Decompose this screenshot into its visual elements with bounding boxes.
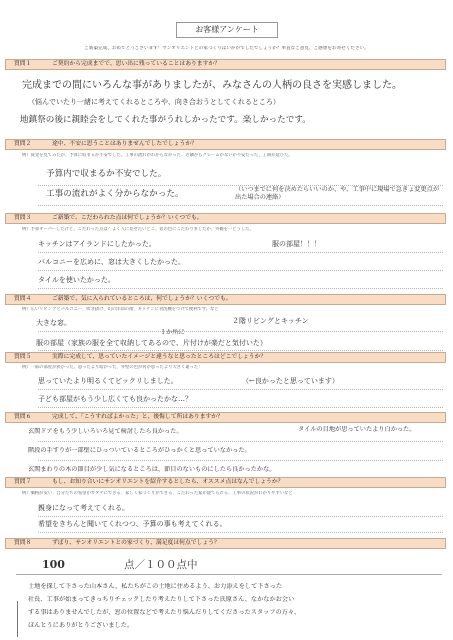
answer-rule <box>38 532 443 533</box>
closing-line: 土地を探して下さった山本さん、私たちがこの土地に住めるよう、お力添えをして下さった <box>28 583 283 590</box>
answer-line: 玄関まわりの木の節目が少し気になるところは、節目のないものにしたら良かったかな。 <box>28 466 276 473</box>
question-6-header <box>5 412 446 423</box>
example-text: 例）資金を見てみたが、予算に収まるか不安でした。工事の流れがわからなかった、近隣からクレームがないか不安だった、工期が延びた。 <box>22 153 293 158</box>
example-text: 例）価格が安い、自分たちの希望がカタチにできる、家しく家づくりができる、こだわった家が建てられる、工事の状況がわかりやすいなど <box>22 491 293 496</box>
question-text: ご新築で、こだわられた点は何でしょうか？いくつでも。 <box>52 215 203 221</box>
score-value: 100 <box>42 558 65 571</box>
question-number: 質問３ <box>14 215 32 221</box>
question-number: 質問８ <box>14 540 32 546</box>
question-text: もし、お知り合いにサンオリエントを紹介するとしたら、オススメ点はなんでしょうか？ <box>52 479 284 485</box>
question-number: 質問１ <box>14 61 32 67</box>
answer-line: （悩んでいたり一緒に考えてくれるところや、向き合おうとしてくれるところ） <box>28 98 280 106</box>
answer-line: バルコニーを広めに、窓は大きくしたかった。 <box>38 258 185 266</box>
answer-line: 子ども部屋がもう少し広くても良かったかな…？ <box>38 395 192 403</box>
answer-rule <box>38 205 443 206</box>
answer-rule <box>38 252 443 253</box>
example-text: 例）広いリビングとバルコニー、吹き抜け、幻の洋間の階、キッチンに食洗機をつけて便利です、など <box>22 307 219 312</box>
answer-rule <box>38 441 443 442</box>
question-5-header <box>5 352 446 363</box>
example-text: 例）予算オーバーしたけど、こだわった点は？よく人に見せたいとこ、窓の色にこだわりましたか、外観を一どうした。 <box>22 227 254 232</box>
question-number: 質問５ <box>14 354 32 360</box>
question-number: 質問７ <box>14 479 32 485</box>
answer-line: 服の部屋！！！ <box>272 240 321 248</box>
answer-line: キッチンはアイランドにしたかった。 <box>38 240 156 248</box>
answer-rule <box>38 270 443 271</box>
answer-note: （いつまでに何を決めたらいいのか、や、工事中に現場で急きょ変更点が出た場合の連絡） <box>235 186 440 201</box>
answer-rule <box>38 288 443 289</box>
answer-rule <box>38 407 443 408</box>
answer-line: （←良かったと思っています） <box>242 377 339 385</box>
score-label: 点／１００点中 <box>124 559 198 571</box>
closing-line: する事はありませんでしたが、窓の位置などで考えたり悩んだりしてくださったスタッフの方々、 <box>28 609 301 616</box>
question-number: 質問４ <box>14 296 32 302</box>
question-text: ご契約から完成までで、思い出に残っていることはありますか？ <box>52 61 220 67</box>
answer-line: 地鎮祭の後に親睦会をしてくれた事がうれしかったです。楽しかったです。 <box>20 115 311 125</box>
question-7-header <box>5 477 446 488</box>
question-text: 完成して、「こうすればよかった」と、後悔して所はありますか？ <box>52 414 223 420</box>
question-2-header <box>5 139 446 150</box>
question-8-header <box>5 538 446 549</box>
intro-text: ご新築完成、おめでとうございます！サンオリエントとの家づくりはいかがでしたでしょうか？率直なご意見、ご感想をお寄せください。 <box>84 46 369 51</box>
example-text: 例）一部の部屋が狭かった。思ったより暗かった、外壁の色が何か思ったより大きく違った！ <box>22 365 203 370</box>
satisfaction-score <box>16 558 442 575</box>
question-1-header <box>5 59 446 70</box>
question-number: 質問６ <box>14 414 32 420</box>
answer-line: 大きな窓。 <box>36 319 71 327</box>
closing-line: ほんとうにありがとうございました。 <box>28 622 134 629</box>
answer-rule <box>38 389 443 390</box>
closing-line: 社長、工事が始まってきっちりチェックしたり考えたりして下さった氏原さん、なかなかお会い <box>28 596 295 603</box>
answer-line: 希望をきちんと聞いてくれつつ、予算の事も考えてくれる。 <box>38 520 227 528</box>
question-number: 質問２ <box>14 141 32 147</box>
answer-line: 予算内で収まるか不安でした。 <box>46 169 167 179</box>
answer-rule <box>38 460 443 461</box>
bracket-mark <box>17 601 24 637</box>
answer-rule <box>38 350 443 351</box>
answer-line: 思っていたより明るくてビックリしました。 <box>38 377 178 385</box>
answer-line: 工事の流れがよく分からなかった。 <box>46 189 184 199</box>
answer-line: 階段の手すりが一部壁にひっついているところがひっかくと思っていなかった。 <box>28 447 251 454</box>
answer-line: 完成までの間にいろんな事がありましたが、みなさんの人柄の良さを実感しました。 <box>22 80 402 91</box>
answer-line: 親身になって考えてくれる。 <box>38 504 129 512</box>
answer-line: ２階リビングとキッチン <box>232 317 309 325</box>
survey-title: お客様アンケート <box>176 22 278 38</box>
answer-line: タイルの目地が思っていたより白かった。 <box>298 426 416 433</box>
answer-rule <box>38 516 443 517</box>
question-text: ご新築で、気に入られているところは、何でしょうか？いくつでも。 <box>52 296 232 302</box>
answer-rule <box>38 185 443 186</box>
question-text: 実際に完成して、思っていたイメージと違うなと思ったところはどこでしょうか？ <box>52 354 267 360</box>
question-text: 途中、不安に思うことはありませんでしたでしょうか？ <box>52 141 197 147</box>
answer-insert-note: １か所に <box>160 329 185 336</box>
answer-rule <box>38 331 443 332</box>
question-3-header <box>5 213 446 224</box>
answer-line: タイルを使いたかった。 <box>38 276 115 284</box>
answer-line: 玄関ドアをもう少しいろいろ見て検討したら良かった。 <box>28 428 183 435</box>
answer-line: 服の部屋（家族の服を全て収納してあるので、片付けが楽だと気付いた） <box>36 339 267 347</box>
question-4-header <box>5 294 446 305</box>
question-text: ずばり、サンオリエントとの家づくり、満足度は何点でしょう？ <box>52 540 220 546</box>
